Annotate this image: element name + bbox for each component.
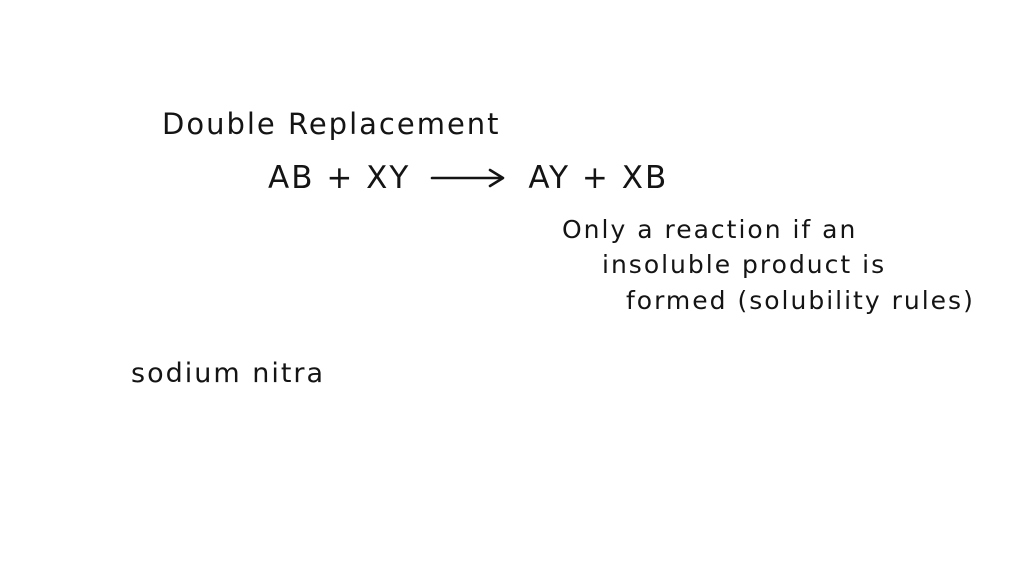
- partial-text-sodium-nitrate: sodium nitra: [131, 358, 326, 389]
- reaction-equation: [268, 160, 668, 196]
- note-line-3: formed (solubility rules): [626, 286, 975, 315]
- note-line-1: Only a reaction if an: [562, 215, 858, 244]
- equation-products: AY + XB: [528, 159, 669, 196]
- heading-double-replacement: Double Replacement: [162, 107, 501, 141]
- note-line-2: insoluble product is: [602, 250, 887, 279]
- right-arrow-icon: [430, 168, 506, 188]
- equation-reactants: AB + XY: [268, 159, 411, 196]
